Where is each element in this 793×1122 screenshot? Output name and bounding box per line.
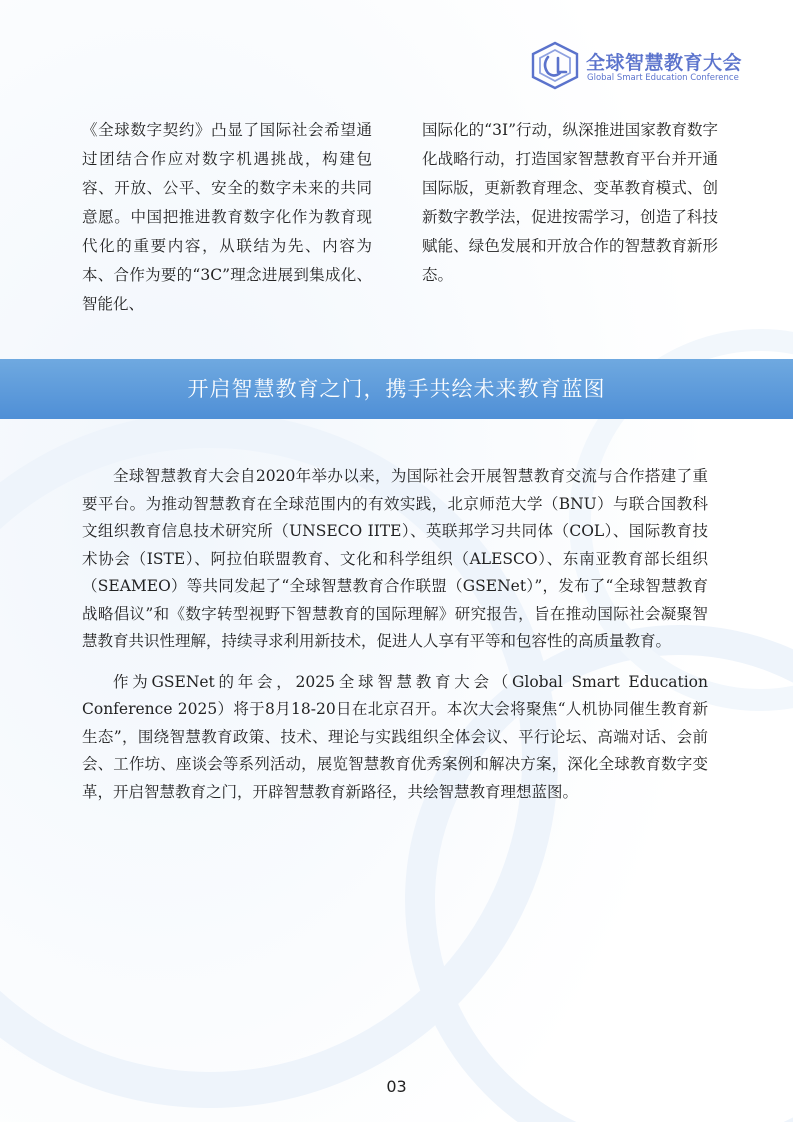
logo-title-cn: 全球智慧教育大会 — [586, 52, 743, 74]
section-banner — [0, 359, 793, 419]
intro-right-text: 国际化的“3I”行动，纵深推进国家教育数字化战略行动，打造国家智慧教育平台并开通国际版，更新教育理念、变革教育模式、创新数字教学法，促进按需学习，创造了科技赋能、绿色发展和开放合作的智慧教育新形态。 — [422, 121, 718, 284]
body-paragraph: 全球智慧教育大会自2020年举办以来，为国际社会开展智慧教育交流与合作搭建了重要平台。为推动智慧教育在全球范围内的有效实践，北京师范大学（BNU）与联合国教科文组织教育信息技术研究所（UNSECO IITE）、英联邦学习共同体（COL）、国际教育技术协会（ISTE）、阿拉伯联盟教育、文化和科学组织（ALESCO）、东南亚教育部长组织（SEAMEO）等共同发起了“全球智慧教育合作联盟（GSENet）”，发布了“全球智慧教育战略倡议”和《数字转型视野下智慧教育的国际理解》研究报告，旨在推动国际社会凝聚智慧教育共识性理解，持续寻求利用新技术，促进人人享有平等和包容性的高质量教育。 — [82, 467, 708, 650]
section-body — [82, 463, 708, 819]
intro-right-column — [422, 116, 718, 290]
conference-logo — [528, 40, 768, 90]
logo-title-en: Global Smart Education Conference — [587, 73, 739, 83]
conference-logo-icon — [528, 40, 582, 90]
section-title: 开启智慧教育之门，携手共绘未来教育蓝图 — [187, 377, 606, 401]
intro-left-text: 《全球数字契约》凸显了国际社会希望通过团结合作应对数字机遇挑战，构建包容、开放、公平、安全的数字未来的共同意愿。中国把推进教育数字化作为教育现代化的重要内容，从联结为先、内容为本、合作为要的“3C”理念进展到集成化、智能化、 — [82, 121, 372, 313]
body-paragraph: 作为GSENet的年会，2025全球智慧教育大会（Global Smart Education Conference 2025）将于8月18-20日在北京召开。本次大会将聚焦“人机协同催生教育新生态”，围绕智慧教育政策、技术、理论与实践组织全体会议、平行论坛、高端对话、会前会、工作坊、座谈会等系列活动，展览智慧教育优秀案例和解决方案，深化全球教育数字变革，开启智慧教育之门，开辟智慧教育新路径，共绘智慧教育理想蓝图。 — [82, 672, 708, 801]
page-number: 03 — [386, 1077, 407, 1096]
intro-left-column — [82, 116, 372, 319]
